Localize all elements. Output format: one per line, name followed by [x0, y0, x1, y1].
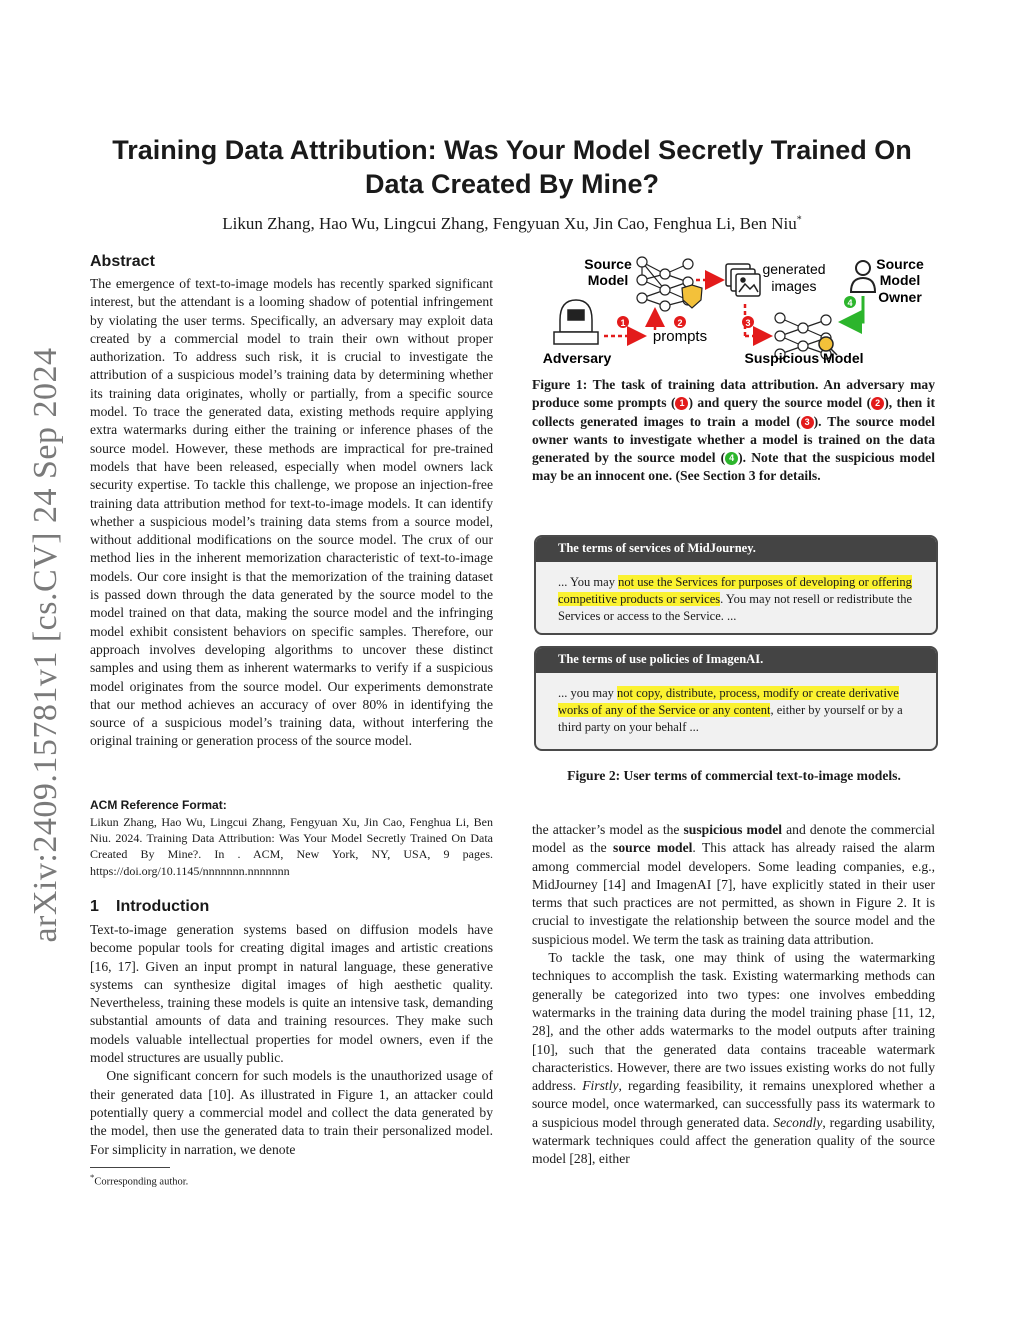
section-title: Introduction: [116, 898, 210, 915]
section-heading-introduction: [90, 898, 209, 916]
emphasis-firstly: Firstly: [582, 1078, 619, 1094]
adversary-label: Adversary: [542, 350, 612, 366]
terms-pre: ... You may: [558, 575, 619, 589]
right-paragraph-1: [532, 821, 935, 949]
caption-part-a: Figure 1: The task of training data attribution. An adversary may produce some prompts (: [532, 377, 935, 411]
title-line-2: Data Created By Mine?: [364, 169, 660, 199]
caption-part-c: ), then it collects generated images to train a model (: [532, 395, 935, 429]
emphasis-secondly: Secondly: [773, 1114, 823, 1130]
text-run: , regarding feasibility, it remains unexplored whether a source model, once watermarked, can successfully pass its watermark to a suspicious model through generated data.: [532, 1078, 935, 1130]
abstract-paragraph: The emergence of text-to-image models has recently sparked significant interest, but the attendant is a looming shadow of potential infringement by violating the user terms. Specifically, an adversary may exploit data created by a commercial model to train their own without proper authorization. To address such risk, it is crucial to investigate the attribution of a suspicious model’s training data by determining whether its training data originates, wholly or partially, from a specific source model. To trace the generated data, existing methods require applying extra watermarks during either the training or inference phases of the source model. However, these methods are impractical for pre-trained models that have been released, especially when model owners lack security expertise. To tackle this challenge, we propose an injection-free training data attribution method for text-to-image models. It can identify whether a suspicious model’s training data stems from a source model, without additional modifications on the source model. The crux of our method lies in the inherent memorization characteristic of text-to-image models. Our core insight is that the memorization of the training dataset is passed down through the data generated by the source model to the model trained on that data, making the source model and the infringing model exhibit consistent behaviors on specific samples. Therefore, our approach involves developing algorithms to uncover these distinct samples and using them as inherent watermarks to verify if a suspicious model originates from the source model. Our experiments demonstrate that our method achieves an accuracy of over 80% in identifying the source of a suspicious model’s training data, without interfering the original training or generation process of the source model.: [90, 276, 493, 749]
author-names: Likun Zhang, Hao Wu, Lingcui Zhang, Fengyuan Xu, Jin Cao, Fenghua Li, Ben Niu: [222, 214, 797, 233]
generated-images-label-1: generated: [762, 261, 826, 277]
terms-highlight: not use the Services for purposes of developing or offering competitive products or services: [558, 575, 912, 606]
acm-reference-text: Likun Zhang, Hao Wu, Lingcui Zhang, Fengyuan Xu, Jin Cao, Fenghua Li, Ben Niu. 2024. Training Data Attribution: Was Your Model Secretly Trained On Data Created By Mine?. In . ACM, New York, NY, USA, 9 pages. https://doi.org/10.1145/nnnnnnn.nnnnnnn: [90, 815, 493, 878]
footnote: [90, 1172, 188, 1188]
text-run: and denote the commercial model as the: [532, 822, 935, 856]
text-run: the attacker’s model as the: [532, 822, 684, 837]
step-3-badge: 3: [745, 318, 751, 328]
author-list: [88, 214, 936, 234]
terms-heading: The terms of services of MidJourney.: [536, 537, 936, 562]
terms-highlight: not copy, distribute, process, modify or create derivative works of any of the Service or any content: [558, 686, 899, 717]
arxiv-identifier: arXiv:2409.15781v1 [cs.CV] 24 Sep 2024: [27, 347, 64, 943]
footnote-mark: *: [90, 1172, 95, 1182]
intro-paragraph-1: Text-to-image generation systems based on diffusion models have become popular tools for creating digital images and artistic creations [16, 17]. Given an input prompt in natural language, these generative systems can synthesize digital images of high aesthetic quality. Nevertheless, training these models is quite an intensive task, demanding substantial amounts of data and training resources. They make such models valuable intellectual properties for model owners, even if the model structures are usually public.: [90, 922, 493, 1066]
figure-1-diagram: [530, 252, 940, 372]
footnote-text: Corresponding author.: [94, 1176, 189, 1188]
generated-images-icon: [726, 264, 760, 296]
prompts-label: prompts: [652, 328, 708, 345]
source-model-label-2: Model: [587, 272, 629, 288]
terms-box-imagenai: [534, 646, 938, 751]
terms-pre: ... you may: [558, 686, 618, 700]
term-source-model: source model: [613, 840, 693, 856]
section-number: 1: [90, 898, 99, 915]
terms-body: [536, 673, 936, 746]
step-1-badge: 1: [620, 318, 626, 328]
owner-person-icon: [851, 261, 875, 292]
acm-reference-heading: ACM Reference Format:: [90, 798, 227, 812]
step-3-marker: 3: [801, 416, 814, 429]
step-4-badge: 4: [847, 298, 853, 308]
owner-label-2: Model: [879, 272, 921, 288]
terms-heading: The terms of use policies of ImagenAI.: [536, 648, 936, 673]
adversary-hacker-icon: [554, 300, 598, 344]
right-column-body: [532, 821, 935, 1169]
figure-2-caption: Figure 2: User terms of commercial text-to-image models.: [567, 768, 901, 783]
caption-part-e: ). Note that the suspicious model may be an innocent one. (See Section 3 for details.: [532, 450, 935, 484]
caption-part-b: ) and query the source model (: [688, 395, 872, 411]
source-model-label-1: Source: [584, 256, 632, 272]
source-network-icon: [637, 257, 693, 311]
paper-title: [88, 133, 936, 201]
text-run: To tackle the task, one may think of using the watermarking techniques to accomplish the task. Existing watermarking methods can generally be categorized into two types: one involves embedding watermarks in the training data during the model training phase [11, 12, 28], and the other adds watermarks to the model outputs after training [10], such that the generated data contains traceable watermark characteristics. However, there are two issues existing works do not fully address.: [532, 950, 935, 1094]
abstract-text: [90, 275, 493, 751]
footnote-rule: [90, 1167, 170, 1168]
step-2-badge: 2: [677, 318, 683, 328]
right-paragraph-2: [532, 949, 935, 1169]
figure-1-caption: [532, 376, 935, 486]
terms-post: , either by yourself or by a third party on your behalf ...: [558, 703, 903, 734]
abstract-heading: Abstract: [90, 253, 155, 270]
arxiv-sidebar: [24, 347, 68, 943]
text-run: , regarding usability, watermark techniques could affect the generation quality of the source model [28], either: [532, 1114, 935, 1167]
step-1-marker: 1: [675, 397, 688, 410]
intro-paragraph-2: One significant concern for such models is the unauthorized usage of their generated data [10]. As illustrated in Figure 1, an attacker could potentially query a commercial model and collect the data generated by the model, then use the generated data to train their personalized model. For simplicity in narration, we denote: [90, 1068, 493, 1157]
terms-post: . You may not resell or redistribute the Services or access to the Service. ...: [558, 592, 913, 623]
text-run: . This attack has already raised the alarm among commercial model developers. Some leading companies, e.g., MidJourney [14] and ImagenAI [7], have explicitly stated in their user terms that such practices are not permitted, as shown in Figure 2. It is crucial to investigate the relationship between the source model and the suspicious model. We term the task as training data attribution.: [532, 840, 935, 947]
caption-part-d: ). The source model owner wants to investigate whether a model is trained on the data generated by the source model (: [532, 413, 935, 466]
owner-label-3: Owner: [878, 289, 922, 305]
step-2-marker: 2: [871, 397, 884, 410]
term-suspicious-model: suspicious model: [683, 822, 783, 837]
step-4-marker: 4: [725, 452, 738, 465]
terms-box-midjourney: [534, 535, 938, 635]
corresponding-mark: *: [796, 214, 802, 226]
introduction-body: [90, 921, 493, 1159]
title-line-1: Training Data Attribution: Was Your Model Secretly Trained On: [112, 135, 912, 165]
owner-label-1: Source: [876, 256, 924, 272]
generated-images-label-2: images: [771, 278, 817, 294]
terms-body: [536, 562, 936, 635]
suspicious-model-label: Suspicious Model: [744, 350, 864, 366]
